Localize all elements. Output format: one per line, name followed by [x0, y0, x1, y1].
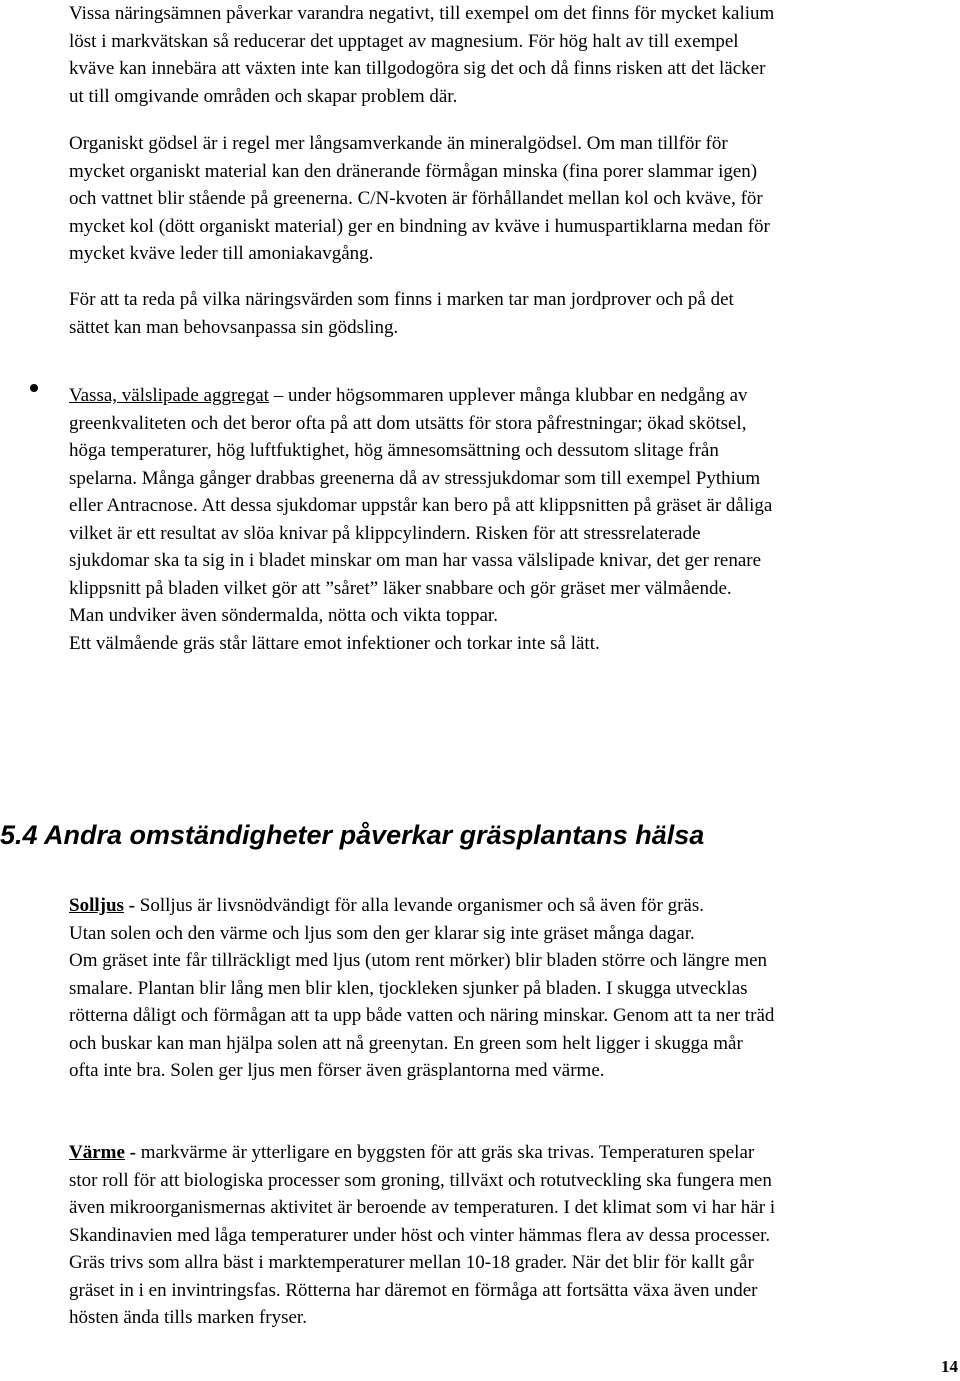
sunlight-dash: -: [123, 895, 140, 916]
sunlight-term: Solljus: [69, 895, 124, 916]
bullet-text: – under högsommaren upplever många klubbar en nedgång av greenkvaliteten och det beror ofta på att dom utsätts för stora påfrestningar; ökad skötsel, höga temperaturer, hög luftfuktighet, hög ämnesomsättning och dessutom slitage från spelarna. Många gånger drabbas greenerna då av stressjukdomar som till exempel Pythium eller Antracnose. Att dessa sjukdomar uppstår kan bero på att klippsnitten på gräset är dåliga vilket är ett resultat av slöa knivar på klippcylindern. Risken för att stressrelaterade sjukdomar ska ta sig in i bladet minskar om man har vassa välslipade knivar, det ger renare klippsnitt på bladen vilket gör att ”såret” läker snabbare och gör gräset mer välmående. Man undviker även söndermalda, nötta och vikta toppar. Ett välmående gräs står lättare emot infektioner och torkar inte så lätt.: [69, 385, 773, 654]
paragraph-organic-fertilizer: Organiskt gödsel är i regel mer långsamverkande än mineralgödsel. Om man tillför för mycket organiskt material kan den dränerande förmågan minska (fina porer slammar igen) och vattnet blir stående på greenerna. C/N-kvoten är förhållandet mellan kol och kväve, för mycket kol (dött organiskt material) ger en bindning av kväve i humuspartiklarna medan för mycket kväve leder till amoniakavgång.: [69, 133, 770, 264]
heat-dash: -: [124, 1142, 141, 1163]
heat-term: Värme: [69, 1142, 125, 1163]
heat-text: markvärme är ytterligare en byggsten för att gräs ska trivas. Temperaturen spelar stor roll för att biologiska processer som groning, tillväxt och rotutveckling ska fungera men även mikroorganismernas aktivitet är beroende av temperaturen. I det klimat som vi har här i Skandinavien med låga temperaturer under höst och vinter hämmas flera av dessa processer. Gräs trivs som allra bäst i marktemperaturer mellan 10-18 grader. När det blir för kallt går gräset in i en invintringsfas. Rötterna har däremot en förmåga att fortsätta växa även under hösten ända tills marken fryser.: [69, 1142, 776, 1328]
bullet-dot-icon: [30, 384, 38, 392]
bullet-term: Vassa, välslipade aggregat: [69, 385, 269, 406]
paragraph-heat: [69, 1139, 959, 1332]
paragraph-nutrient-interaction: Vissa näringsämnen påverkar varandra negativt, till exempel om det finns för mycket kalium löst i markvätskan så reducerar det upptaget av magnesium. För hög halt av till exempel kväve kan innebära att växten inte kan tillgodogöra sig det och då finns risken att det läcker ut till omgivande områden och skapar problem där.: [69, 3, 775, 107]
paragraph-soil-test: För att ta reda på vilka näringsvärden som finns i marken tar man jordprover och på det sättet kan man behovsanpassa sin gödsling.: [69, 289, 734, 338]
page-number: 14: [941, 1357, 958, 1376]
sunlight-text: Solljus är livsnödvändigt för alla levande organismer och så även för gräs. Utan solen och den värme och ljus som den ger klarar sig inte gräset många dagar. Om gräset inte får tillräckligt med ljus (utom rent mörker) blir bladen större och längre men smalare. Plantan blir lång men blir klen, tjockleken sjunker på bladen. I skugga utvecklas rötterna dåligt och förmågan att ta upp både vatten och näring minskar. Genom att ta ner träd och buskar kan man hjälpa solen att nå greenytan. En green som helt ligger i skugga mår ofta inte bra. Solen ger ljus men förser även gräsplantorna med värme.: [69, 895, 775, 1081]
paragraph-sunlight: [69, 892, 959, 1085]
section-heading: 5.4 Andra omständigheter påverkar gräsplantans hälsa: [0, 820, 705, 850]
bullet-sharp-blades: [69, 382, 959, 657]
